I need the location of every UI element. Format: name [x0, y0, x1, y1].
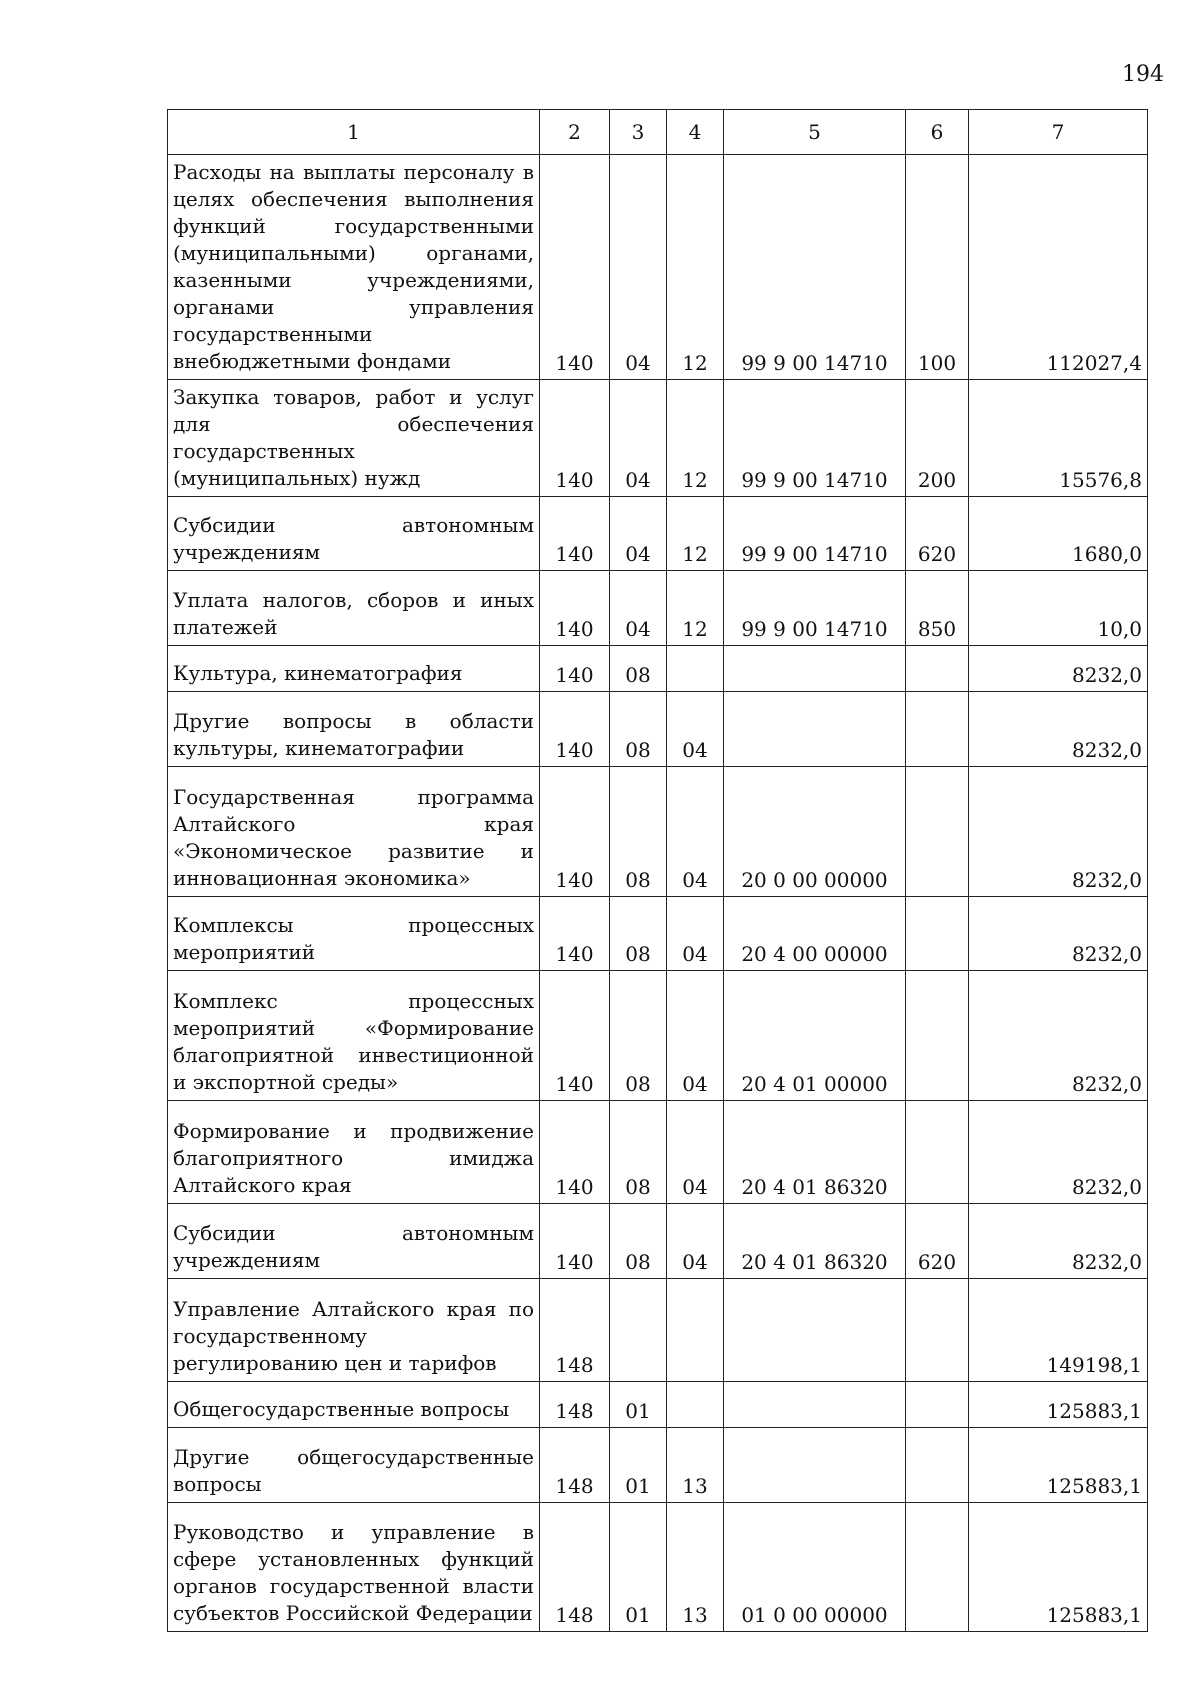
amount: 8232,0: [969, 767, 1148, 897]
subsection-code: 12: [667, 380, 724, 497]
expense-type-code: [906, 646, 969, 692]
section-code: 04: [610, 497, 667, 571]
expense-type-code: [906, 1101, 969, 1204]
subsection-code: [667, 1382, 724, 1428]
subsection-code: [667, 1279, 724, 1382]
expense-name: Общегосударственные вопросы: [168, 1382, 540, 1428]
subsection-code: 13: [667, 1503, 724, 1632]
table-header-row: [168, 110, 1148, 155]
ministry-code: 140: [540, 571, 610, 646]
ministry-code: 140: [540, 1204, 610, 1279]
column-header-5: 5: [724, 110, 906, 155]
subsection-code: 04: [667, 971, 724, 1101]
target-article-code: 99 9 00 14710: [724, 155, 906, 380]
amount: 10,0: [969, 571, 1148, 646]
amount: 15576,8: [969, 380, 1148, 497]
table-row: [168, 497, 1148, 571]
ministry-code: 140: [540, 692, 610, 767]
table-row: [168, 571, 1148, 646]
target-article-code: 20 4 01 86320: [724, 1101, 906, 1204]
target-article-code: [724, 646, 906, 692]
ministry-code: 140: [540, 897, 610, 971]
amount: 112027,4: [969, 155, 1148, 380]
expense-name: Комплекс процессных мероприятий «Формирование благоприятной инвестиционной и экспортной среды»: [168, 971, 540, 1101]
expense-name: Уплата налогов, сборов и иных платежей: [168, 571, 540, 646]
table-row: [168, 380, 1148, 497]
subsection-code: 04: [667, 767, 724, 897]
expense-name: Расходы на выплаты персоналу в целях обеспечения выполнения функций государственными (муниципальными) органами, казенными учреждениями, органами управления государственными внебюджетными фондами: [168, 155, 540, 380]
expense-type-code: 200: [906, 380, 969, 497]
column-header-4: 4: [667, 110, 724, 155]
amount: 8232,0: [969, 646, 1148, 692]
ministry-code: 140: [540, 1101, 610, 1204]
table-row: [168, 767, 1148, 897]
section-code: 04: [610, 155, 667, 380]
amount: 125883,1: [969, 1382, 1148, 1428]
table-row: [168, 155, 1148, 380]
target-article-code: 01 0 00 00000: [724, 1503, 906, 1632]
ministry-code: 148: [540, 1382, 610, 1428]
subsection-code: 12: [667, 571, 724, 646]
target-article-code: [724, 692, 906, 767]
column-header-3: 3: [610, 110, 667, 155]
expense-type-code: [906, 1382, 969, 1428]
expense-type-code: [906, 1428, 969, 1503]
subsection-code: 12: [667, 155, 724, 380]
expense-name: Закупка товаров, работ и услуг для обеспечения государственных (муниципальных) нужд: [168, 380, 540, 497]
amount: 8232,0: [969, 897, 1148, 971]
target-article-code: 20 4 01 00000: [724, 971, 906, 1101]
expense-type-code: 850: [906, 571, 969, 646]
ministry-code: 148: [540, 1279, 610, 1382]
column-header-2: 2: [540, 110, 610, 155]
amount: 8232,0: [969, 692, 1148, 767]
table-row: [168, 1503, 1148, 1632]
expense-type-code: 620: [906, 1204, 969, 1279]
table-row: [168, 971, 1148, 1101]
budget-table: [167, 109, 1148, 1632]
target-article-code: 20 4 01 86320: [724, 1204, 906, 1279]
table-row: [168, 1101, 1148, 1204]
section-code: 08: [610, 646, 667, 692]
section-code: 08: [610, 1204, 667, 1279]
subsection-code: 04: [667, 1101, 724, 1204]
expense-name: Субсидии автономным учреждениям: [168, 497, 540, 571]
ministry-code: 140: [540, 971, 610, 1101]
page-number: 194: [1122, 62, 1164, 87]
ministry-code: 148: [540, 1428, 610, 1503]
amount: 8232,0: [969, 971, 1148, 1101]
section-code: 08: [610, 767, 667, 897]
subsection-code: 04: [667, 1204, 724, 1279]
section-code: 04: [610, 571, 667, 646]
table-row: [168, 1382, 1148, 1428]
column-header-7: 7: [969, 110, 1148, 155]
table-row: [168, 646, 1148, 692]
expense-name: Формирование и продвижение благоприятного имиджа Алтайского края: [168, 1101, 540, 1204]
target-article-code: [724, 1382, 906, 1428]
expense-name: Руководство и управление в сфере установленных функций органов государственной власти субъектов Российской Федерации: [168, 1503, 540, 1632]
table-row: [168, 1279, 1148, 1382]
expense-type-code: [906, 692, 969, 767]
section-code: 04: [610, 380, 667, 497]
expense-name: Субсидии автономным учреждениям: [168, 1204, 540, 1279]
section-code: 01: [610, 1428, 667, 1503]
ministry-code: 140: [540, 767, 610, 897]
section-code: 01: [610, 1503, 667, 1632]
section-code: 08: [610, 897, 667, 971]
amount: 125883,1: [969, 1503, 1148, 1632]
expense-type-code: 620: [906, 497, 969, 571]
expense-type-code: [906, 897, 969, 971]
ministry-code: 148: [540, 1503, 610, 1632]
section-code: 08: [610, 971, 667, 1101]
section-code: [610, 1279, 667, 1382]
amount: 125883,1: [969, 1428, 1148, 1503]
expense-type-code: [906, 1503, 969, 1632]
ministry-code: 140: [540, 646, 610, 692]
column-header-1: 1: [168, 110, 540, 155]
expense-name: Другие общегосударственные вопросы: [168, 1428, 540, 1503]
target-article-code: [724, 1428, 906, 1503]
table-row: [168, 1428, 1148, 1503]
target-article-code: [724, 1279, 906, 1382]
target-article-code: 20 0 00 00000: [724, 767, 906, 897]
ministry-code: 140: [540, 155, 610, 380]
amount: 8232,0: [969, 1204, 1148, 1279]
subsection-code: 04: [667, 692, 724, 767]
ministry-code: 140: [540, 497, 610, 571]
target-article-code: 99 9 00 14710: [724, 380, 906, 497]
section-code: 08: [610, 1101, 667, 1204]
expense-name: Управление Алтайского края по государственному регулированию цен и тарифов: [168, 1279, 540, 1382]
subsection-code: [667, 646, 724, 692]
expense-name: Культура, кинематография: [168, 646, 540, 692]
amount: 8232,0: [969, 1101, 1148, 1204]
table-row: [168, 692, 1148, 767]
amount: 1680,0: [969, 497, 1148, 571]
expense-name: Другие вопросы в области культуры, кинематографии: [168, 692, 540, 767]
section-code: 08: [610, 692, 667, 767]
amount: 149198,1: [969, 1279, 1148, 1382]
target-article-code: 99 9 00 14710: [724, 571, 906, 646]
expense-type-code: 100: [906, 155, 969, 380]
subsection-code: 12: [667, 497, 724, 571]
expense-type-code: [906, 1279, 969, 1382]
expense-name: Государственная программа Алтайского края «Экономическое развитие и инновационная экономика»: [168, 767, 540, 897]
target-article-code: 99 9 00 14710: [724, 497, 906, 571]
subsection-code: 13: [667, 1428, 724, 1503]
expense-type-code: [906, 971, 969, 1101]
section-code: 01: [610, 1382, 667, 1428]
ministry-code: 140: [540, 380, 610, 497]
expense-name: Комплексы процессных мероприятий: [168, 897, 540, 971]
table-row: [168, 897, 1148, 971]
target-article-code: 20 4 00 00000: [724, 897, 906, 971]
expense-type-code: [906, 767, 969, 897]
table-row: [168, 1204, 1148, 1279]
column-header-6: 6: [906, 110, 969, 155]
subsection-code: 04: [667, 897, 724, 971]
